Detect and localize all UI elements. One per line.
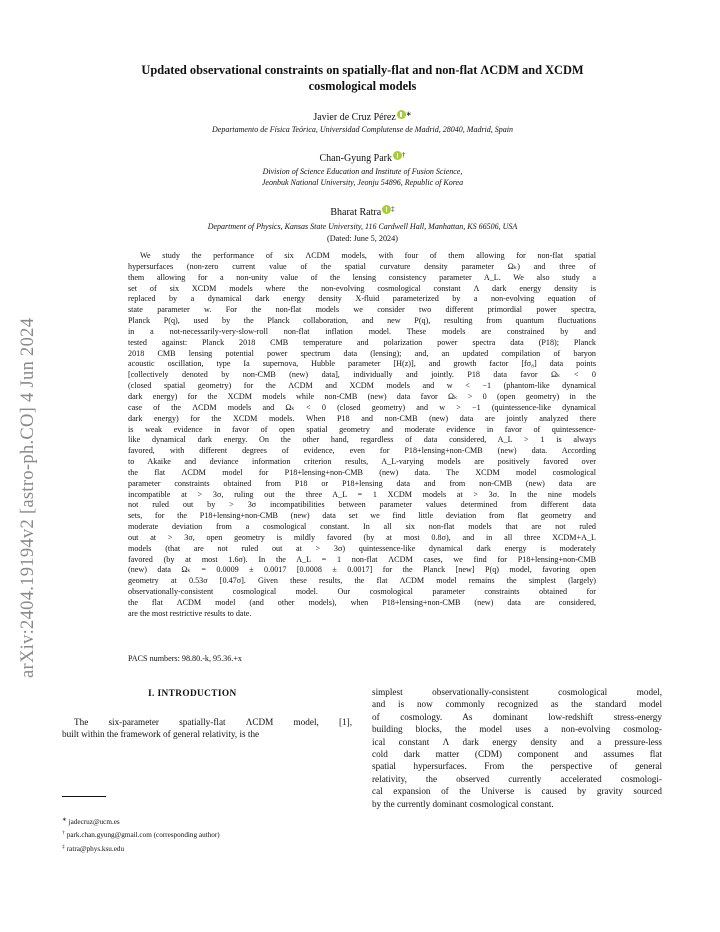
abstract-line: to Akaike and deviance information criterion results, A_L-varying models are positively favored over xyxy=(128,457,596,467)
abstract-line: (new) data Ωₖ = 0.0009 ± 0.0017 [0.0008 ± 0.0017] for the Planck [new] P(q) model, favoring open xyxy=(128,565,596,575)
intro-line: built within the framework of general relativity, is the xyxy=(62,729,260,740)
abstract-line: moderate deviation from a cosmological constant. In all six non-flat models that are not ruled xyxy=(128,522,596,532)
abstract-line: dark energy) for the XCDM models. When P18 and non-CMB (new) data are jointly analyzed there xyxy=(128,413,596,423)
intro-line: and is now commonly recognized as the standard model xyxy=(372,699,662,710)
intro-line: by the currently dominant cosmological constant. xyxy=(372,798,554,809)
intro-line: cold dark matter (CDM) component and assumes flat xyxy=(372,748,662,759)
abstract-line: (closed spatial geometry) for the ΛCDM and XCDM models and w < −1 (phantom-like dynamical xyxy=(128,381,596,391)
abstract-line: replaced by a dynamical dark energy density X-fluid parameterized by a non-evolving equation of xyxy=(128,294,596,304)
footnote-rule xyxy=(62,796,106,797)
affiliation-line: Department of Physics, Kansas State University, 116 Cardwell Hall, Manhattan, KS 66506, USA xyxy=(207,222,518,231)
abstract-line: the flat ΛCDM model for P18+lensing+non-CMB (new) data. The XCDM model cosmological xyxy=(128,467,596,477)
abstract-line: We study the performance of six ΛCDM models, with four of them allowing for non-flat spatial xyxy=(140,251,596,260)
intro-line: spatial hypersurfaces. From the perspective of general xyxy=(372,761,662,772)
abstract-line: favored, with different degrees of evidence, even for P18+lensing+non-CMB (new) data. According xyxy=(128,446,596,456)
affiliation-3 xyxy=(70,221,655,232)
pacs-numbers: PACS numbers: 98.80.-k, 95.36.+x xyxy=(128,654,242,663)
abstract-line: geometry at 0.53σ [0.47σ]. Given these results, the flat ΛCDM model remains the simplest (largely) xyxy=(128,576,596,586)
abstract-line: incompatible at > 3σ, ruling out the three A_L = 1 XCDM models at > 3σ. In the nine models xyxy=(128,489,596,499)
footnote-mark: † xyxy=(62,830,65,837)
intro-line: building blocks, the model uses a non-evolving cosmolog- xyxy=(372,724,662,735)
author-name: Bharat Ratra xyxy=(330,207,382,218)
abstract-line: models (that are not ruled out at > 3σ) quintessence-like dynamical dark energy is moderately xyxy=(128,543,596,553)
intro-line: of cosmology. As dominant low-redshift stress-energy xyxy=(372,711,662,722)
title-line: Updated observational constraints on spatially-flat and non-flat ΛCDM and XCDM xyxy=(141,63,584,77)
abstract-line: is weak evidence in favor of open spatial geometry and moderate evidence in favor of quintessence- xyxy=(128,424,596,434)
intro-left-column xyxy=(62,716,352,741)
author-footnote-mark: ‡ xyxy=(391,205,395,213)
title-line: cosmological models xyxy=(308,79,417,93)
author-3 xyxy=(70,205,655,218)
intro-line: The six-parameter spatially-flat ΛCDM model, [1], xyxy=(74,717,352,727)
abstract-line: parameter constraints obtained from P18 or P18+lensing data and from non-CMB (new) data are xyxy=(128,478,596,488)
abstract-line: are the most restrictive results to date. xyxy=(128,608,252,618)
affiliation-line: Jeonbuk National University, Jeonju 54896, Republic of Korea xyxy=(261,178,464,187)
abstract-line: like dynamical dark energy. On the other hand, regardless of data considered, A_L > 1 is always xyxy=(128,435,596,445)
footnote-email[interactable]: jadecruz@ucm.es xyxy=(68,818,120,826)
abstract-line: in a not-necessarily-very-slow-roll non-flat inflation model. These models are constrained by and xyxy=(128,326,596,336)
abstract-line: observationally-consistent cosmological model. Our cosmological parameter constraints obtained for xyxy=(128,587,596,597)
abstract-line: 2018 CMB lensing potential power spectrum data (lensing); and, an updated compilation of baryon xyxy=(128,348,596,358)
affiliation-2 xyxy=(70,166,655,188)
arxiv-stamp xyxy=(18,238,48,678)
footnote-mark: ∗ xyxy=(62,817,67,823)
author-name: Javier de Cruz Pérez xyxy=(313,112,396,123)
abstract-line: case of the ΛCDM models and Ωₖ < 0 (closed geometry) and w > −1 (quintessence-like dynamical xyxy=(128,402,596,412)
section-heading-introduction: I. INTRODUCTION xyxy=(148,689,237,699)
orcid-icon[interactable] xyxy=(397,110,406,119)
footnotes xyxy=(62,815,220,855)
abstract-line: tested against: Planck 2018 CMB temperature and polarization power spectra data (P18); Planck xyxy=(128,337,596,347)
intro-right-column xyxy=(372,686,662,810)
paper-title xyxy=(70,62,655,94)
abstract-line: out at > 3σ, open geometry is mildly favored (by at most 0.8σ), and in all three XCDM+A_L xyxy=(128,532,596,542)
abstract-line: Planck P(q), used by the Planck collaboration, and new P(q), resulting from quantum fluctuations xyxy=(128,316,596,326)
footnote-email[interactable]: park.chan.gyung@gmail.com (corresponding author) xyxy=(66,831,220,840)
abstract-line: set of six XCDM models where the non-evolving cosmological constant Λ dark energy density is xyxy=(128,283,596,293)
abstract-line: [collectively denoted by non-CMB (new) data], individually and jointly. P18 data favor Ωₖ < 0 xyxy=(128,370,596,380)
author-1 xyxy=(70,110,655,123)
abstract-line: dark energy) for the XCDM models while non-CMB (new) data favor Ωₖ > 0 (open geometry) in the xyxy=(128,391,596,401)
footnote xyxy=(62,842,220,855)
orcid-icon[interactable] xyxy=(382,205,391,214)
footnote xyxy=(62,815,220,828)
intro-line: relativity, the observed currently accelerated cosmologi- xyxy=(372,773,662,784)
abstract xyxy=(128,251,596,620)
author-name: Chan-Gyung Park xyxy=(319,153,392,164)
affiliation-1 xyxy=(70,124,655,135)
abstract-line: not ruled out by > 3σ incompatibilities between parameter values determined from different data xyxy=(128,500,596,510)
footnote-mark: ‡ xyxy=(62,843,65,850)
author-footnote-mark: † xyxy=(402,151,406,159)
orcid-icon[interactable] xyxy=(393,151,402,160)
abstract-line: hypersurfaces (non-zero current value of the spatial curvature density parameter Ωₖ) and three of xyxy=(128,261,596,271)
footnote xyxy=(62,828,220,841)
intro-line: simplest observationally-consistent cosmological model, xyxy=(372,687,662,697)
author-footnote-mark: ∗ xyxy=(405,110,412,118)
abstract-line: favored (by at most 1.6σ). In the A_L = 1 non-flat ΛCDM cases, we find for P18+lensing+non-CMB xyxy=(128,554,596,564)
intro-line: ical constant Λ dark energy density and a pressure-less xyxy=(372,736,662,747)
abstract-line: them allowing for a non-unity value of the lensing consistency parameter A_L. We also study a xyxy=(128,272,596,282)
abstract-line: the flat ΛCDM model (and other models), when P18+lensing+non-CMB (new) data are considered, xyxy=(128,598,596,607)
affiliation-line: Departamento de Física Teórica, Universidad Complutense de Madrid, 28040, Madrid, Spain xyxy=(211,125,513,134)
abstract-line: acoustic oscillation, type Ia supernova, Hubble parameter [H(z)], and growth factor [fσ₈] data points xyxy=(128,359,596,369)
footnote-email[interactable]: ratra@phys.ksu.edu xyxy=(66,844,125,853)
intro-line: cal expansion of the Universe is caused by gravity sourced xyxy=(372,786,662,797)
abstract-line: state parameter w. For the non-flat models we consider two different primordial power spectra, xyxy=(128,305,596,315)
dated-line: (Dated: June 5, 2024) xyxy=(327,234,398,243)
arxiv-id: arXiv:2404.19194v2 [astro-ph.CO] 4 Jun 2024 xyxy=(18,317,38,678)
author-2 xyxy=(70,151,655,164)
abstract-line: sets, for the P18+lensing+non-CMB (new) data set we find little deviation from flat geometry and xyxy=(128,511,596,521)
affiliation-line: Division of Science Education and Institute of Fusion Science, xyxy=(262,167,463,176)
